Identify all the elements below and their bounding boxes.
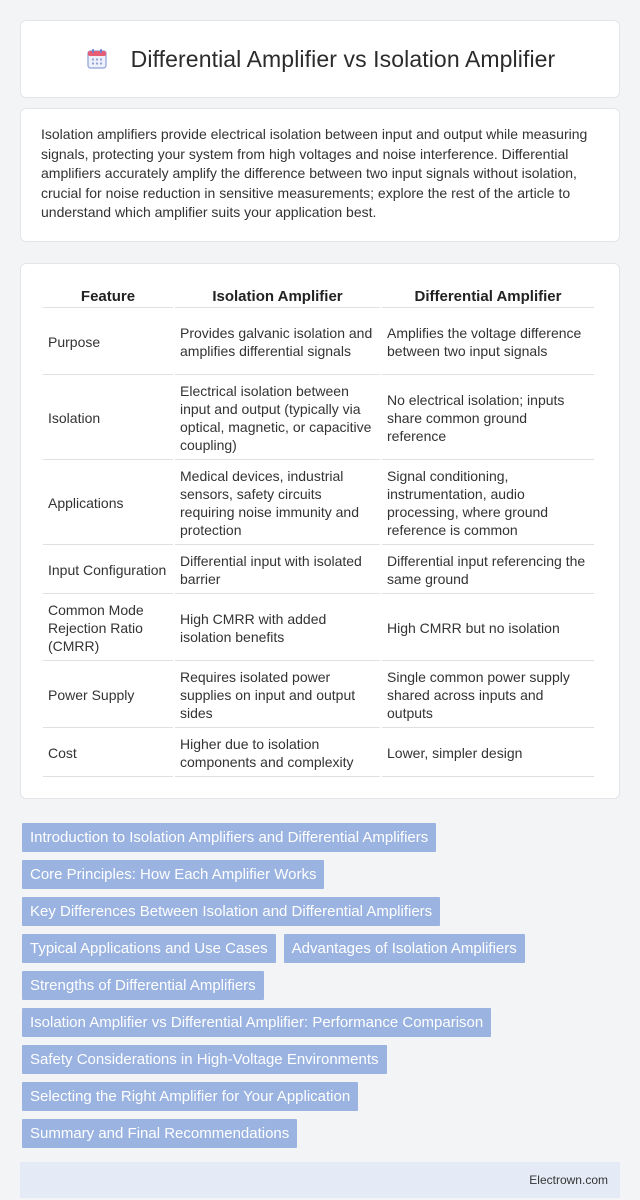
link-safety-considerations[interactable]: Safety Considerations in High-Voltage Environments bbox=[22, 1045, 387, 1074]
isolation-cell: High CMRR with added isolation benefits bbox=[175, 596, 380, 661]
isolation-cell: Differential input with isolated barrier bbox=[175, 547, 380, 594]
table-row bbox=[43, 462, 594, 545]
article-links bbox=[22, 823, 618, 1156]
differential-cell: Single common power supply shared across inputs and outputs bbox=[382, 663, 594, 728]
comparison-table-card bbox=[20, 263, 620, 799]
feature-cell: Applications bbox=[43, 462, 173, 545]
link-performance-comparison[interactable]: Isolation Amplifier vs Differential Amplifier: Performance Comparison bbox=[22, 1008, 491, 1037]
differential-cell: High CMRR but no isolation bbox=[382, 596, 594, 661]
intro-card bbox=[20, 108, 620, 242]
link-introduction[interactable]: Introduction to Isolation Amplifiers and Differential Amplifiers bbox=[22, 823, 436, 852]
link-summary[interactable]: Summary and Final Recommendations bbox=[22, 1119, 297, 1148]
calendar-icon bbox=[85, 47, 109, 71]
table-row bbox=[43, 377, 594, 460]
link-typical-applications[interactable]: Typical Applications and Use Cases bbox=[22, 934, 276, 963]
isolation-cell: Requires isolated power supplies on input and output sides bbox=[175, 663, 380, 728]
header-differential-amplifier: Differential Amplifier bbox=[382, 284, 594, 308]
link-key-differences[interactable]: Key Differences Between Isolation and Differential Amplifiers bbox=[22, 897, 440, 926]
table-header-row bbox=[43, 284, 594, 308]
differential-cell: Signal conditioning, instrumentation, audio processing, where ground reference is common bbox=[382, 462, 594, 545]
intro-paragraph: Isolation amplifiers provide electrical isolation between input and output while measuring signals, protecting your system from high voltages and noise interference. Differential amplifiers accurately amplify the difference between two input signals without isolation, crucial for noise reduction in sensitive measurements; explore the rest of the article to understand which amplifier suits your application best. bbox=[41, 126, 588, 221]
isolation-cell: Provides galvanic isolation and amplifies differential signals bbox=[175, 310, 380, 375]
isolation-cell: Electrical isolation between input and output (typically via optical, magnetic, or capacitive coupling) bbox=[175, 377, 380, 460]
differential-cell: Lower, simpler design bbox=[382, 730, 594, 777]
table-row bbox=[43, 547, 594, 594]
title-card bbox=[20, 20, 620, 98]
feature-cell: Common Mode Rejection Ratio (CMRR) bbox=[43, 596, 173, 661]
feature-cell: Input Configuration bbox=[43, 547, 173, 594]
table-row bbox=[43, 730, 594, 777]
link-core-principles[interactable]: Core Principles: How Each Amplifier Works bbox=[22, 860, 324, 889]
header-isolation-amplifier: Isolation Amplifier bbox=[175, 284, 380, 308]
isolation-cell: Medical devices, industrial sensors, safety circuits requiring noise immunity and protection bbox=[175, 462, 380, 545]
table-row bbox=[43, 596, 594, 661]
isolation-cell: Higher due to isolation components and complexity bbox=[175, 730, 380, 777]
link-advantages-isolation[interactable]: Advantages of Isolation Amplifiers bbox=[284, 934, 525, 963]
link-strengths-differential[interactable]: Strengths of Differential Amplifiers bbox=[22, 971, 264, 1000]
header-feature: Feature bbox=[43, 284, 173, 308]
table-row bbox=[43, 663, 594, 728]
differential-cell: Differential input referencing the same ground bbox=[382, 547, 594, 594]
link-selecting-amplifier[interactable]: Selecting the Right Amplifier for Your Application bbox=[22, 1082, 358, 1111]
differential-cell: Amplifies the voltage difference between two input signals bbox=[382, 310, 594, 375]
footer bbox=[20, 1162, 620, 1198]
feature-cell: Isolation bbox=[43, 377, 173, 460]
differential-cell: No electrical isolation; inputs share common ground reference bbox=[382, 377, 594, 460]
page-title: Differential Amplifier vs Isolation Amplifier bbox=[130, 45, 556, 72]
footer-site-name: Electrown.com bbox=[529, 1173, 608, 1187]
feature-cell: Cost bbox=[43, 730, 173, 777]
comparison-table bbox=[41, 282, 596, 779]
feature-cell: Power Supply bbox=[43, 663, 173, 728]
table-row bbox=[43, 310, 594, 375]
feature-cell: Purpose bbox=[43, 310, 173, 375]
